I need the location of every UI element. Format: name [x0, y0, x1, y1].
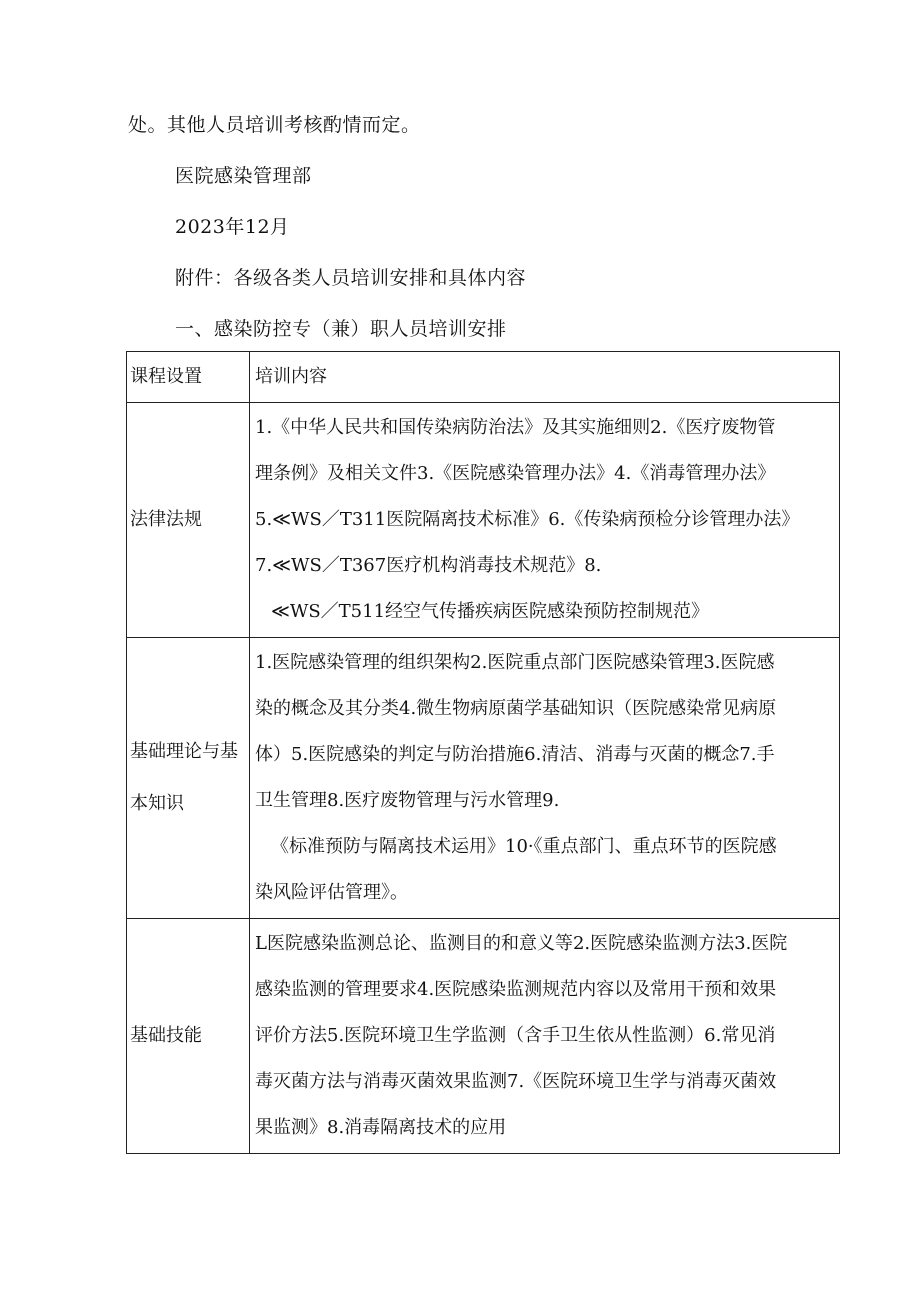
attachment-title: 附件：各级各类人员培训安排和具体内容	[175, 267, 527, 289]
content-line: 染风险评估管理》。	[255, 882, 408, 903]
content-line: 毒灭菌方法与消毒灭菌效果监测7.《医院环境卫生学与消毒灭菌效	[255, 1071, 777, 1092]
header-course: 课程设置	[127, 352, 250, 403]
issuing-department: 医院感染管理部	[175, 165, 312, 187]
content-line: 卫生管理8.医疗废物管理与污水管理9.	[255, 790, 560, 811]
content-line: 感染监测的管理要求4.医院感染监测规范内容以及常用干预和效果	[255, 979, 777, 1000]
content-line: ≪WS／T511经空气传播疾病医院感染预防控制规范》	[271, 601, 710, 622]
content-line: 7.≪WS／T367医疗机构消毒技术规范》8.	[255, 555, 602, 576]
content-line: 理条例》及相关文件3.《医院感染管理办法》4.《消毒管理办法》	[255, 463, 776, 484]
course-content	[250, 638, 840, 919]
content-line: L医院感染监测总论、监测目的和意义等2.医院感染监测方法3.医院	[255, 933, 788, 954]
table-row	[127, 919, 840, 1154]
content-line: 染的概念及其分类4.微生物病原菌学基础知识（医院感染常见病原	[255, 698, 777, 719]
header-content: 培训内容	[250, 352, 840, 403]
content-line: 体）5.医院感染的判定与防治措施6.清洁、消毒与灭菌的概念7.手	[255, 744, 775, 765]
section-heading: 一、感染防控专（兼）职人员培训安排	[175, 318, 507, 340]
table-row	[127, 638, 840, 919]
course-label: 基础技能	[127, 919, 250, 1154]
course-content	[250, 919, 840, 1154]
table-header-row	[127, 352, 840, 403]
issue-date: 2023年12月	[175, 216, 290, 238]
table-row	[127, 403, 840, 638]
content-line: 评价方法5.医院环境卫生学监测（含手卫生依从性监测）6.常见消	[255, 1025, 776, 1046]
content-line: 1.医院感染管理的组织架构2.医院重点部门医院感染管理3.医院感	[255, 652, 775, 673]
course-label: 基础理论与基本知识	[127, 638, 250, 919]
course-content	[250, 403, 840, 638]
course-label: 法律法规	[127, 403, 250, 638]
training-schedule-table	[126, 351, 840, 1154]
content-line: 1.《中华人民共和国传染病防治法》及其实施细则2.《医疗废物管	[255, 417, 776, 438]
closing-paragraph: 处。其他人员培训考核酌情而定。	[128, 114, 421, 136]
content-line: 果监测》8.消毒隔离技术的应用	[255, 1117, 507, 1138]
content-line: 5.≪WS／T311医院隔离技术标准》6.《传染病预检分诊管理办法》	[255, 509, 800, 530]
content-line: 《标准预防与隔离技术运用》10·《重点部门、重点环节的医院感	[271, 836, 777, 857]
